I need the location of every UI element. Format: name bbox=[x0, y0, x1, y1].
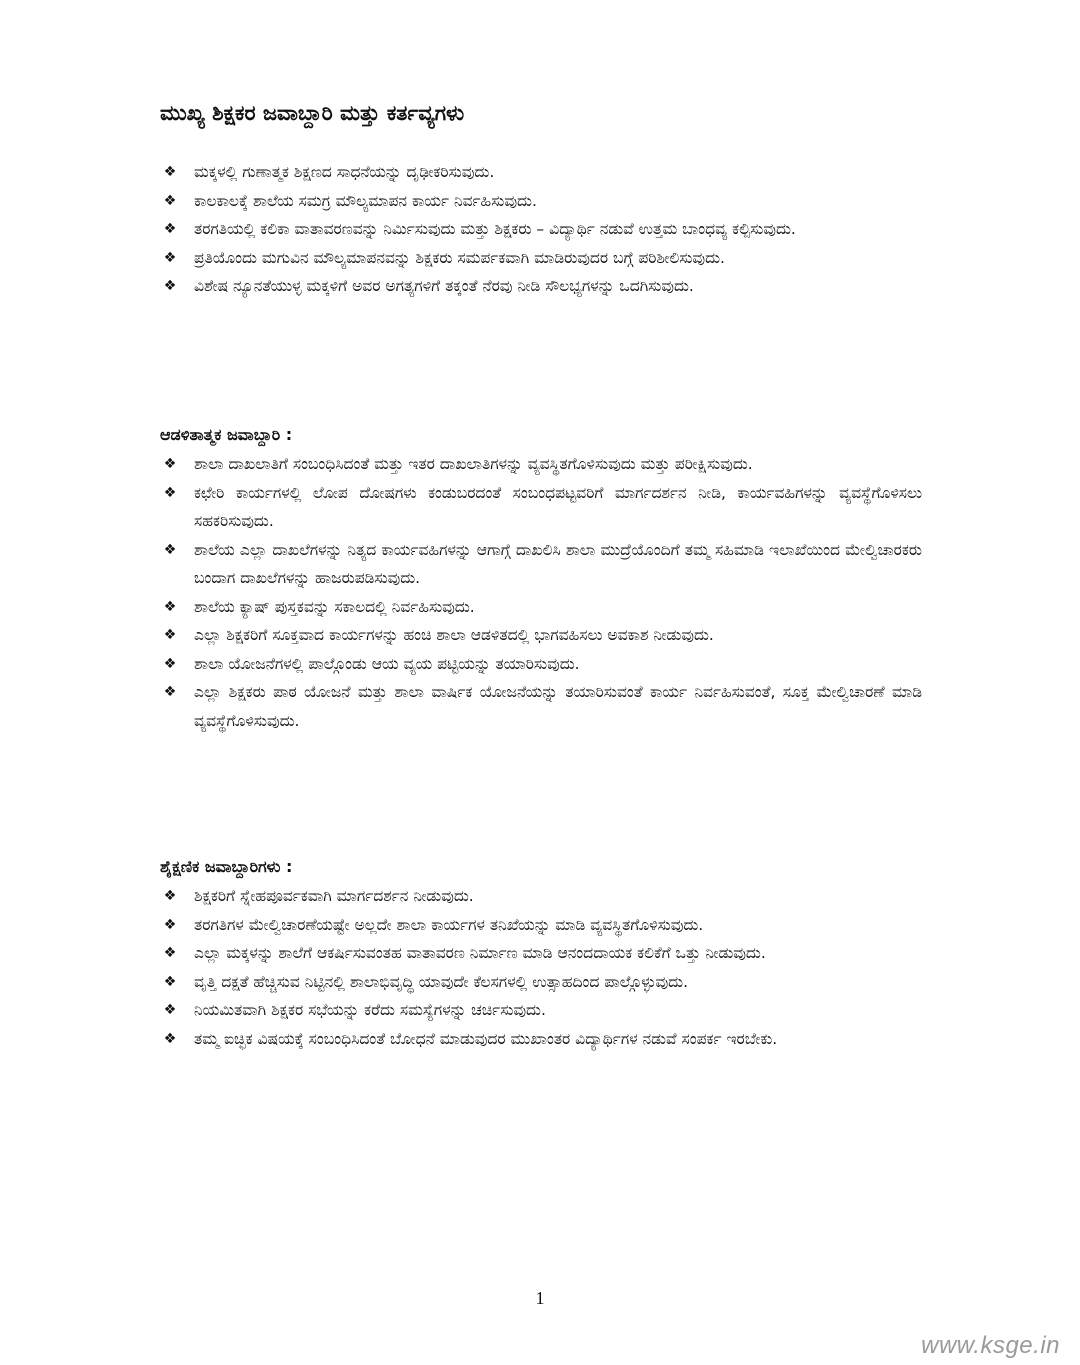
list-item-text: ಶಿಕ್ಷಕರಿಗೆ ಸ್ನೇಹಪೂರ್ವಕವಾಗಿ ಮಾರ್ಗದರ್ಶನ ನೀಡುವುದು. bbox=[194, 887, 474, 905]
list-item-text: ಎಲ್ಲಾ ಶಿಕ್ಷಕರು ಪಾಠ ಯೋಜನೆ ಮತ್ತು ಶಾಲಾ ವಾರ್ಷಿಕ ಯೋಜನೆಯನ್ನು ತಯಾರಿಸುವಂತೆ ಕಾರ್ಯ ನಿರ್ವಹಿಸುವಂತೆ, ಸೂಕ್ತ ಮೇಲ್ವಿಚಾರಣೆ ಮಾಡಿ ವ್ಯವಸ್ಥೆಗೊಳಿಸುವುದು. bbox=[194, 683, 922, 730]
page-title: ಮುಖ್ಯ ಶಿಕ್ಷಕರ ಜವಾಬ್ದಾರಿ ಮತ್ತು ಕರ್ತವ್ಯಗಳು bbox=[160, 101, 465, 125]
academic-heading: ಶೈಕ್ಷಣಿಕ ಜವಾಬ್ದಾರಿಗಳು : bbox=[160, 857, 293, 876]
bullet-diamond-icon: ❖ bbox=[163, 164, 177, 180]
list-item-text: ಮಕ್ಕಳಲ್ಲಿ ಗುಣಾತ್ಮಕ ಶಿಕ್ಷಣದ ಸಾಧನೆಯನ್ನು ದೃಢೀಕರಿಸುವುದು. bbox=[194, 163, 495, 181]
list-item-text: ತಮ್ಮ ಐಚ್ಛಿಕ ವಿಷಯಕ್ಕೆ ಸಂಬಂಧಿಸಿದಂತೆ ಬೋಧನೆ ಮಾಡುವುದರ ಮುಖಾಂತರ ವಿದ್ಯಾರ್ಥಿಗಳ ನಡುವೆ ಸಂಪರ್ಕ ಇರಬೇಕು. bbox=[194, 1029, 778, 1048]
bullet-diamond-icon: ❖ bbox=[163, 973, 177, 990]
bullet-diamond-icon: ❖ bbox=[163, 598, 177, 615]
list-item-text: ಶಾಲೆಯ ಕ್ಯಾಷ್ ಪುಸ್ತಕವನ್ನು ಸಕಾಲದಲ್ಲಿ ನಿರ್ವಹಿಸುವುದು. bbox=[194, 597, 475, 616]
bullet-diamond-icon: ❖ bbox=[163, 945, 177, 961]
list-item bbox=[160, 187, 922, 216]
list-item bbox=[160, 479, 922, 536]
list-item bbox=[160, 1025, 922, 1054]
list-item-text: ವೃತ್ತಿ ದಕ್ಷತೆ ಹೆಚ್ಚಿಸುವ ನಿಟ್ಟಿನಲ್ಲಿ ಶಾಲಾಭಿವೃದ್ಧಿ ಯಾವುದೇ ಕೆಲಸಗಳಲ್ಲಿ ಉತ್ಸಾಹದಿಂದ ಪಾಲ್ಗೊಳ್ಳುವುದು. bbox=[194, 972, 689, 991]
academic-list bbox=[160, 882, 922, 1053]
list-item bbox=[160, 678, 922, 735]
list-item bbox=[160, 158, 922, 187]
bullet-diamond-icon: ❖ bbox=[163, 916, 177, 933]
page-number: 1 bbox=[535, 1288, 545, 1308]
bullet-diamond-icon: ❖ bbox=[163, 684, 177, 700]
list-item bbox=[160, 911, 922, 940]
list-item bbox=[160, 650, 922, 679]
bullet-diamond-icon: ❖ bbox=[163, 1002, 177, 1018]
list-item-text: ಎಲ್ಲಾ ಶಿಕ್ಷಕರಿಗೆ ಸೂಕ್ತವಾದ ಕಾರ್ಯಗಳನ್ನು ಹಂಚಿ ಶಾಲಾ ಆಡಳಿತದಲ್ಲಿ ಭಾಗವಹಿಸಲು ಅವಕಾಶ ನೀಡುವುದು. bbox=[194, 626, 714, 644]
list-item-text: ವಿಶೇಷ ನ್ಯೂನತೆಯುಳ್ಳ ಮಕ್ಕಳಿಗೆ ಅವರ ಅಗತ್ಯಗಳಿಗೆ ತಕ್ಕಂತೆ ನೆರವು ನೀಡಿ ಸೌಲಭ್ಯಗಳನ್ನು ಒದಗಿಸುವುದು. bbox=[194, 277, 694, 295]
bullet-diamond-icon: ❖ bbox=[163, 221, 177, 237]
bullet-diamond-icon: ❖ bbox=[163, 541, 177, 558]
list-item-text: ಶಾಲಾ ದಾಖಲಾತಿಗೆ ಸಂಬಂಧಿಸಿದಂತೆ ಮತ್ತು ಇತರ ದಾಖಲಾತಿಗಳನ್ನು ವ್ಯವಸ್ಥಿತಗೊಳಿಸುವುದು ಮತ್ತು ಪರೀಕ್ಷಿಸುವುದು. bbox=[194, 455, 753, 473]
list-item bbox=[160, 536, 922, 593]
list-item-text: ಶಾಲಾ ಯೋಜನೆಗಳಲ್ಲಿ ಪಾಲ್ಗೊಂಡು ಆಯ ವ್ಯಯ ಪಟ್ಟಿಯನ್ನು ತಯಾರಿಸುವುದು. bbox=[194, 654, 580, 673]
list-item-text: ಪ್ರತಿಯೊಂದು ಮಗುವಿನ ಮೌಲ್ಯಮಾಪನವನ್ನು ಶಿಕ್ಷಕರು ಸಮರ್ಪಕವಾಗಿ ಮಾಡಿರುವುದರ ಬಗ್ಗೆ ಪರಿಶೀಲಿಸುವುದು. bbox=[194, 248, 725, 267]
list-item-text: ತರಗತಿಗಳ ಮೇಲ್ವಿಚಾರಣೆಯಷ್ಟೇ ಅಲ್ಲದೇ ಶಾಲಾ ಕಾರ್ಯಗಳ ತನಿಖೆಯನ್ನು ಮಾಡಿ ವ್ಯವಸ್ಥಿತಗೊಳಿಸುವುದು. bbox=[194, 915, 704, 934]
list-item bbox=[160, 450, 922, 479]
list-item bbox=[160, 621, 922, 650]
bullet-diamond-icon: ❖ bbox=[163, 627, 177, 643]
list-item-text: ಕಾಲಕಾಲಕ್ಕೆ ಶಾಲೆಯ ಸಮಗ್ರ ಮೌಲ್ಯಮಾಪನ ಕಾರ್ಯ ನಿರ್ವಹಿಸುವುದು. bbox=[194, 191, 537, 210]
bullet-diamond-icon: ❖ bbox=[163, 655, 177, 672]
list-item bbox=[160, 593, 922, 622]
list-item-text: ನಿಯಮಿತವಾಗಿ ಶಿಕ್ಷಕರ ಸಭೆಯನ್ನು ಕರೆದು ಸಮಸ್ಯೆಗಳನ್ನು ಚರ್ಚಿಸುವುದು. bbox=[194, 1001, 546, 1019]
academic-section bbox=[160, 854, 922, 1053]
main-duties-list bbox=[160, 158, 922, 301]
administrative-list bbox=[160, 450, 922, 735]
list-item bbox=[160, 882, 922, 911]
bullet-diamond-icon: ❖ bbox=[163, 249, 177, 266]
bullet-diamond-icon: ❖ bbox=[163, 484, 177, 501]
list-item-text: ಎಲ್ಲಾ ಮಕ್ಕಳನ್ನು ಶಾಲೆಗೆ ಆಕರ್ಷಿಸುವಂತಹ ವಾತಾವರಣ ನಿರ್ಮಾಣ ಮಾಡಿ ಆನಂದದಾಯಕ ಕಲಿಕೆಗೆ ಒತ್ತು ನೀಡುವುದು. bbox=[194, 944, 766, 962]
bullet-diamond-icon: ❖ bbox=[163, 278, 177, 294]
list-item bbox=[160, 215, 922, 244]
list-item bbox=[160, 272, 922, 301]
administrative-heading: ಆಡಳಿತಾತ್ಮಕ ಜವಾಬ್ದಾರಿ : bbox=[160, 425, 293, 444]
list-item bbox=[160, 996, 922, 1025]
list-item-text: ಕಛೇರಿ ಕಾರ್ಯಗಳಲ್ಲಿ ಲೋಪ ದೋಷಗಳು ಕಂಡುಬರದಂತೆ ಸಂಬಂಧಪಟ್ಟವರಿಗೆ ಮಾರ್ಗದರ್ಶನ ನೀಡಿ, ಕಾರ್ಯವಹಿಗಳನ್ನು ವ್ಯವಸ್ಥೆಗೊಳಿಸಲು ಸಹಕರಿಸುವುದು. bbox=[194, 483, 922, 530]
bullet-diamond-icon: ❖ bbox=[163, 1030, 177, 1047]
list-item bbox=[160, 244, 922, 273]
administrative-section bbox=[160, 422, 922, 735]
list-item bbox=[160, 968, 922, 997]
bullet-diamond-icon: ❖ bbox=[163, 192, 177, 209]
list-item-text: ತರಗತಿಯಲ್ಲಿ ಕಲಿಕಾ ವಾತಾವರಣವನ್ನು ನಿರ್ಮಿಸುವುದು ಮತ್ತು ಶಿಕ್ಷಕರು – ವಿದ್ಯಾರ್ಥಿ ನಡುವೆ ಉತ್ತಮ ಬಾಂಧವ್ಯ ಕಲ್ಪಿಸುವುದು. bbox=[194, 220, 796, 238]
watermark: www.ksge.in bbox=[921, 1332, 1060, 1359]
main-duties-section bbox=[160, 158, 922, 301]
list-item-text: ಶಾಲೆಯ ಎಲ್ಲಾ ದಾಖಲೆಗಳನ್ನು ನಿತ್ಯದ ಕಾರ್ಯವಹಿಗಳನ್ನು ಆಗಾಗ್ಗೆ ದಾಖಲಿಸಿ ಶಾಲಾ ಮುದ್ರೆಯೊಂದಿಗೆ ತಮ್ಮ ಸಹಿಮಾಡಿ ಇಲಾಖೆಯಿಂದ ಮೇಲ್ವಿಚಾರಕರು ಬಂದಾಗ ದಾಖಲೆಗಳನ್ನು ಹಾಜರುಪಡಿಸುವುದು. bbox=[194, 540, 922, 587]
list-item bbox=[160, 939, 922, 968]
bullet-diamond-icon: ❖ bbox=[163, 456, 177, 472]
bullet-diamond-icon: ❖ bbox=[163, 888, 177, 904]
